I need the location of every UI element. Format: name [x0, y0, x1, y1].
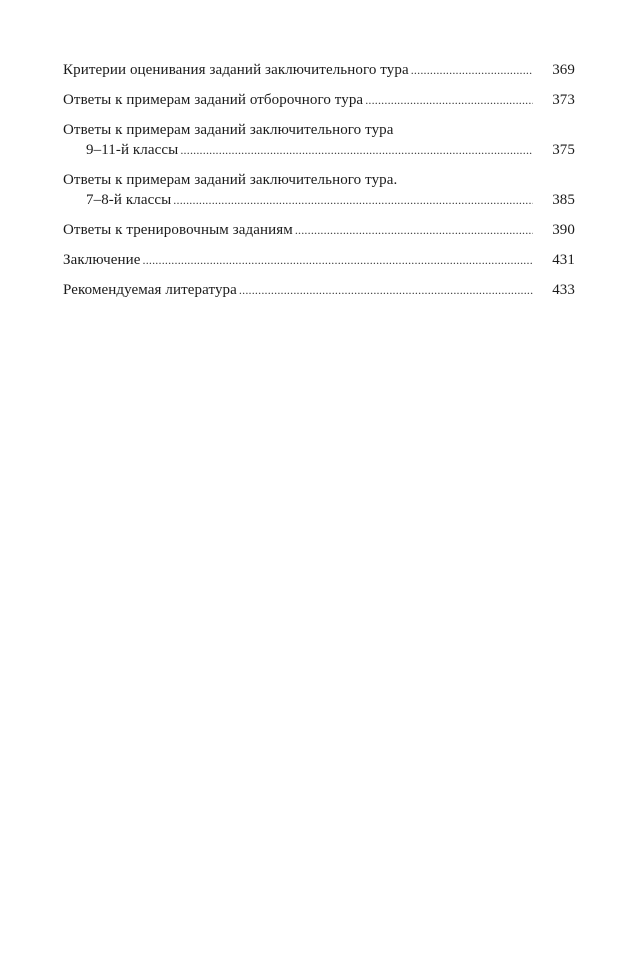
dot-leader: [173, 190, 533, 210]
toc-entry-title-line: Ответы к примерам заданий заключительного тура.: [63, 172, 398, 188]
toc-entry-title-line: Ответы к примерам заданий заключительного тура: [63, 122, 394, 138]
toc-page-number: 369: [552, 62, 575, 78]
toc-entry-label: Заключение: [63, 252, 141, 268]
toc-page-number: 385: [552, 192, 575, 208]
toc-page-number: 373: [552, 92, 575, 108]
dot-leader: [239, 280, 533, 300]
toc-page-number: 375: [552, 142, 575, 158]
toc-entry-label: 7–8-й классы: [86, 192, 172, 208]
toc-row[interactable]: [63, 60, 575, 80]
toc-row[interactable]: [63, 250, 575, 270]
toc-page-number: 390: [552, 222, 575, 238]
table-of-contents: [63, 60, 575, 310]
toc-row[interactable]: [63, 220, 575, 240]
dot-leader: [365, 90, 533, 110]
toc-page-number: 433: [552, 282, 575, 298]
dot-leader: [295, 220, 533, 240]
toc-entry-label: Ответы к тренировочным заданиям: [63, 222, 293, 238]
toc-entry-label: Критерии оценивания заданий заключительного тура: [63, 62, 409, 78]
toc-entry-label: Рекомендуемая литература: [63, 282, 237, 298]
toc-entry-training-answers[interactable]: [63, 220, 575, 240]
toc-entry-final-answers-7-8[interactable]: [63, 170, 575, 210]
dot-leader: [411, 60, 533, 80]
toc-entry-final-answers-9-11[interactable]: [63, 120, 575, 160]
toc-entry-selection-answers[interactable]: [63, 90, 575, 110]
toc-entry-conclusion[interactable]: [63, 250, 575, 270]
toc-row[interactable]: [63, 140, 575, 160]
toc-row[interactable]: [63, 280, 575, 300]
toc-row[interactable]: [63, 90, 575, 110]
dot-leader: [180, 140, 533, 160]
toc-entry-criteria[interactable]: [63, 60, 575, 80]
dot-leader: [143, 250, 534, 270]
toc-entry-label: Ответы к примерам заданий отборочного тура: [63, 92, 364, 108]
toc-entry-references[interactable]: [63, 280, 575, 300]
toc-row[interactable]: [63, 190, 575, 210]
toc-page-number: 431: [552, 252, 575, 268]
toc-entry-label: 9–11-й классы: [86, 142, 179, 158]
